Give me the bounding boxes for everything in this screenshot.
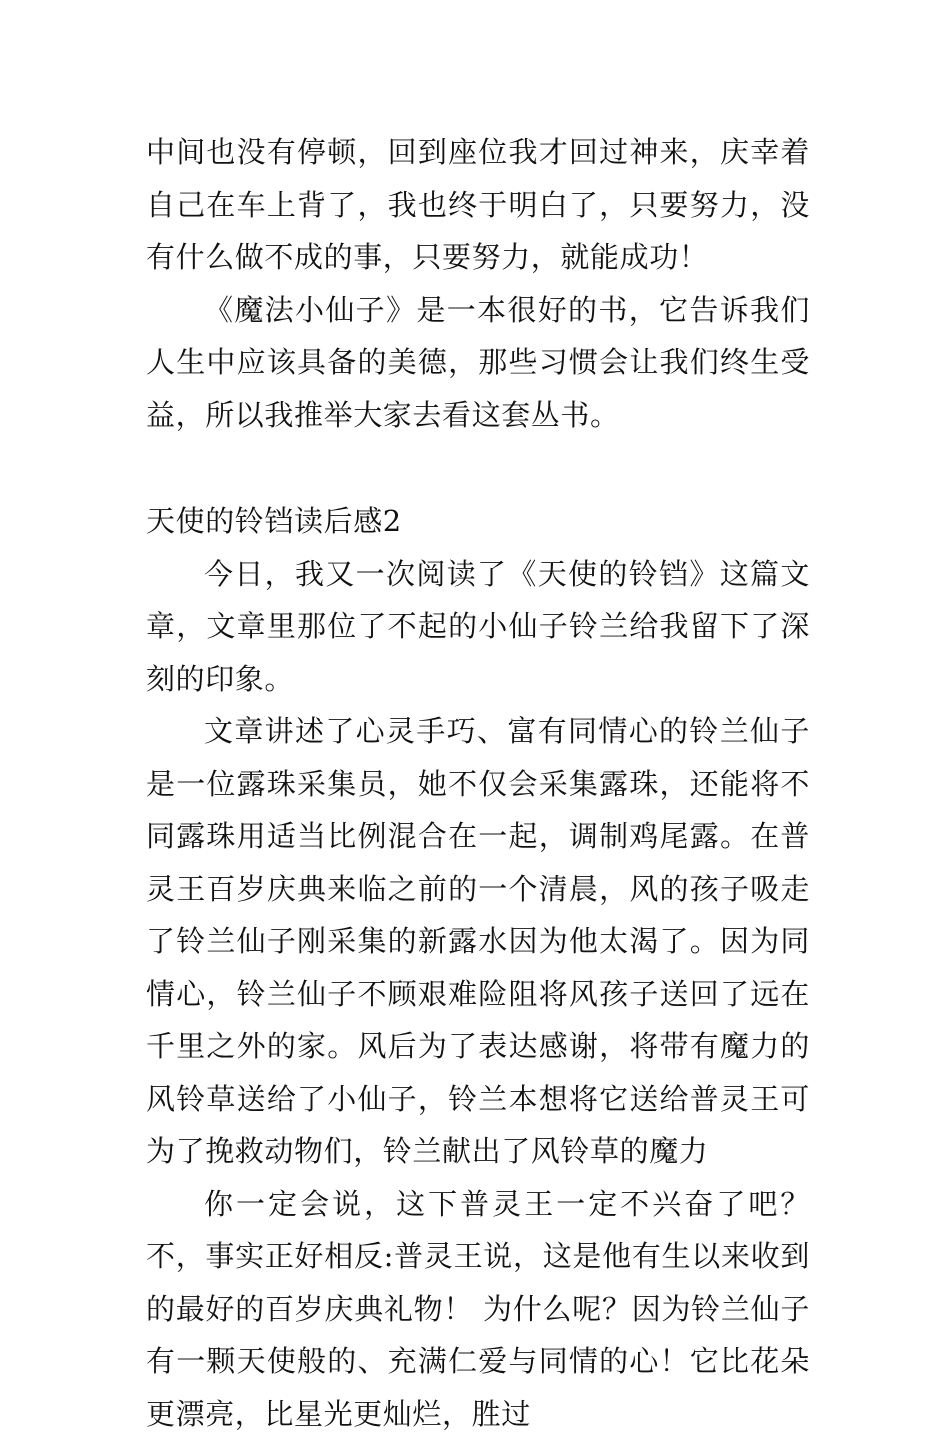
paragraph-reflection: 你一定会说，这下普灵王一定不兴奋了吧？不，事实正好相反:普灵王说，这是他有生以来收到的最好的百岁庆典礼物！ 为什么呢？因为铃兰仙子有一颗天使般的、充满仁爱与同情的心！它比花朵更漂亮，比星光更灿烂，胜过 bbox=[146, 1178, 810, 1440]
paragraph-continued: 中间也没有停顿，回到座位我才回过神来，庆幸着自己在车上背了，我也终于明白了，只要努力，没有什么做不成的事，只要努力，就能成功！ bbox=[146, 126, 810, 284]
essay-title: 天使的铃铛读后感2 bbox=[146, 495, 810, 548]
paragraph-intro: 今日，我又一次阅读了《天使的铃铛》这篇文章，文章里那位了不起的小仙子铃兰给我留下了深刻的印象。 bbox=[146, 548, 810, 706]
paragraph-book-recommendation: 《魔法小仙子》是一本很好的书，它告诉我们人生中应该具备的美德，那些习惯会让我们终生受益，所以我推举大家去看这套丛书。 bbox=[146, 284, 810, 442]
document-body bbox=[146, 126, 810, 1440]
paragraph-story-summary: 文章讲述了心灵手巧、富有同情心的铃兰仙子是一位露珠采集员，她不仅会采集露珠，还能将不同露珠用适当比例混合在一起，调制鸡尾露。在普灵王百岁庆典来临之前的一个清晨，风的孩子吸走了铃兰仙子刚采集的新露水因为他太渴了。因为同情心，铃兰仙子不顾艰难险阻将风孩子送回了远在千里之外的家。风后为了表达感谢，将带有魔力的风铃草送给了小仙子，铃兰本想将它送给普灵王可为了挽救动物们，铃兰献出了风铃草的魔力 bbox=[146, 705, 810, 1178]
